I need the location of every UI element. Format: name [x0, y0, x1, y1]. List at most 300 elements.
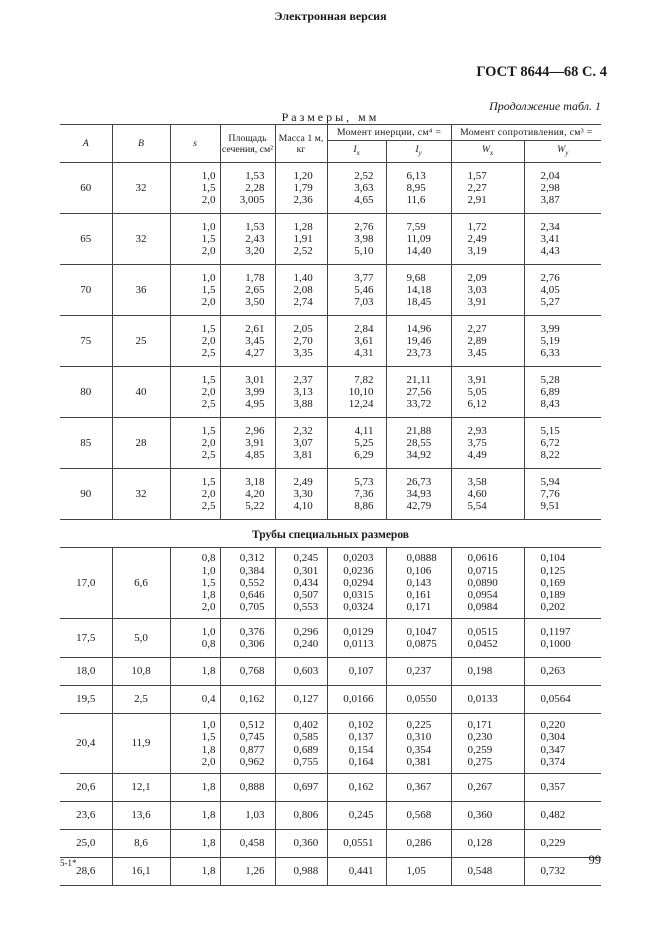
- cell-value: 2,37: [293, 373, 313, 386]
- col-header-s: s: [170, 125, 220, 163]
- cell-area: [220, 418, 275, 469]
- cell-value: 3,41: [540, 232, 560, 245]
- cell-value: 2,0: [201, 245, 216, 258]
- cell-wx: [451, 830, 524, 858]
- cell-value: 5,54: [467, 500, 487, 513]
- cell-value: 0,0166: [343, 693, 374, 706]
- cell-s: [170, 469, 220, 520]
- cell-value: 1,5: [201, 181, 216, 194]
- cell-value: 2,0: [201, 601, 216, 614]
- cell-mass: [275, 658, 327, 686]
- cell-value: 1,5: [201, 283, 216, 296]
- cell-value: 0,888: [239, 781, 265, 794]
- cell-value: 0,220: [540, 719, 566, 732]
- cell-value: 1,28: [293, 220, 313, 233]
- cell-b: 32: [112, 469, 170, 520]
- cell-value: 0,245: [293, 552, 319, 565]
- cell-value: 1,8: [201, 743, 216, 756]
- col-header-wy: $W_y$: [524, 141, 601, 163]
- cell-wy: [524, 802, 601, 830]
- cell-iy: [386, 469, 451, 520]
- cell-iy: [386, 163, 451, 214]
- cell-value: 1,20: [293, 169, 313, 182]
- cell-value: 4,65: [354, 194, 374, 207]
- section-special-sizes: [60, 520, 601, 548]
- cell-value: 2,61: [245, 322, 265, 335]
- cell-value: 3,77: [354, 271, 374, 284]
- cell-ix: [327, 548, 386, 619]
- cell-iy: [386, 265, 451, 316]
- cell-value: 0,0715: [467, 564, 498, 577]
- cell-value: 2,96: [245, 424, 265, 437]
- col-header-wx: $W_x$: [451, 141, 524, 163]
- cell-value: 0,107: [348, 665, 374, 678]
- cell-iy: [386, 858, 451, 886]
- cell-mass: [275, 714, 327, 774]
- cell-value: 0,553: [293, 601, 319, 614]
- cell-value: 3,03: [467, 283, 487, 296]
- cell-value: 6,72: [540, 436, 560, 449]
- cell-value: 2,74: [293, 296, 313, 309]
- cell-iy: [386, 548, 451, 619]
- cell-value: 0,127: [293, 693, 319, 706]
- cell-wy: [524, 548, 601, 619]
- cell-value: 0,0515: [467, 625, 498, 638]
- cell-value: 5,15: [540, 424, 560, 437]
- cell-wx: [451, 548, 524, 619]
- table-row: [60, 367, 601, 418]
- cell-value: 14,40: [406, 245, 432, 258]
- cell-value: 0,0129: [343, 625, 374, 638]
- cell-area: [220, 265, 275, 316]
- cell-value: 0,441: [348, 865, 374, 878]
- cell-value: 0,697: [293, 781, 319, 794]
- cell-wx: [451, 619, 524, 658]
- cell-value: 1,0: [201, 625, 216, 638]
- cell-value: 3,91: [467, 296, 487, 309]
- cell-s: [170, 686, 220, 714]
- cell-value: 0,8: [201, 638, 216, 650]
- cell-a: 70: [60, 265, 112, 316]
- cell-value: 7,59: [406, 220, 426, 233]
- cell-value: 42,79: [406, 500, 432, 513]
- cell-value: 0,0113: [343, 638, 374, 650]
- cell-value: 0,245: [348, 809, 374, 822]
- cell-value: 0,304: [540, 731, 566, 744]
- electronic-version-note: Электронная версия: [274, 9, 387, 23]
- cell-value: 2,0: [201, 755, 216, 768]
- cell-value: 3,91: [245, 436, 265, 449]
- cell-value: 3,58: [467, 475, 487, 488]
- cell-value: 0,0564: [540, 693, 571, 706]
- cell-wy: [524, 619, 601, 658]
- cell-value: 3,87: [540, 194, 560, 207]
- cell-value: 1,8: [201, 589, 216, 602]
- cell-iy: [386, 830, 451, 858]
- cell-a: 17,5: [60, 619, 112, 658]
- cell-value: 2,76: [354, 220, 374, 233]
- cell-value: 0,0236: [343, 564, 374, 577]
- cell-value: 0,768: [239, 665, 265, 678]
- cell-a: 65: [60, 214, 112, 265]
- cell-value: 5,19: [540, 334, 560, 347]
- table-body-special: [60, 548, 601, 886]
- cell-s: [170, 714, 220, 774]
- cell-value: 0,128: [467, 837, 493, 850]
- cell-b: 16,1: [112, 858, 170, 886]
- col-header-iy: $I_y$: [386, 141, 451, 163]
- cell-value: 3,81: [293, 449, 313, 462]
- cell-value: 1,40: [293, 271, 313, 284]
- cell-wx: [451, 714, 524, 774]
- cell-value: 2,65: [245, 283, 265, 296]
- cell-s: [170, 316, 220, 367]
- table-row: [60, 686, 601, 714]
- table-body-main: [60, 163, 601, 520]
- cell-value: 0,4: [201, 693, 216, 706]
- cell-wx: [451, 658, 524, 686]
- cell-value: 0,306: [239, 638, 265, 650]
- cell-value: 2,32: [293, 424, 313, 437]
- cell-value: 2,09: [467, 271, 487, 284]
- cell-value: 0,267: [467, 781, 493, 794]
- cell-mass: [275, 686, 327, 714]
- table-row: [60, 714, 601, 774]
- cell-value: 1,0: [201, 271, 216, 284]
- cell-value: 4,85: [245, 449, 265, 462]
- cell-iy: [386, 367, 451, 418]
- cell-ix: [327, 686, 386, 714]
- col-header-ix: $I_x$: [327, 141, 386, 163]
- cell-value: 14,96: [406, 322, 432, 335]
- cell-ix: [327, 316, 386, 367]
- cell-value: 4,31: [354, 347, 374, 360]
- cell-value: 2,0: [201, 487, 216, 500]
- cell-value: 1,5: [201, 322, 216, 335]
- cell-value: 1,5: [201, 475, 216, 488]
- cell-mass: [275, 802, 327, 830]
- cell-value: 5,94: [540, 475, 560, 488]
- cell-value: 0,0551: [343, 837, 374, 850]
- cell-value: 0,458: [239, 837, 265, 850]
- cell-area: [220, 163, 275, 214]
- cell-value: 1,5: [201, 731, 216, 744]
- cell-value: 1,8: [201, 865, 216, 878]
- cell-value: 0,0203: [343, 552, 374, 565]
- cell-value: 0,310: [406, 731, 432, 744]
- cell-value: 0,988: [293, 865, 319, 878]
- table-row: [60, 619, 601, 658]
- cell-s: [170, 548, 220, 619]
- cell-a: 80: [60, 367, 112, 418]
- cell-mass: [275, 469, 327, 520]
- cell-ix: [327, 802, 386, 830]
- table-row: [60, 265, 601, 316]
- cell-value: 0,402: [293, 719, 319, 732]
- cell-value: 3,99: [540, 322, 560, 335]
- table-row: [60, 774, 601, 802]
- cell-value: 3,45: [467, 347, 487, 360]
- cell-area: [220, 714, 275, 774]
- cell-value: 2,0: [201, 334, 216, 347]
- cell-iy: [386, 619, 451, 658]
- cell-value: 1,5: [201, 576, 216, 589]
- cell-value: 9,51: [540, 500, 560, 513]
- cell-value: 1,05: [406, 865, 426, 878]
- cell-value: 4,95: [245, 398, 265, 411]
- cell-value: 4,05: [540, 283, 560, 296]
- cell-value: 0,1047: [406, 625, 437, 638]
- table-row: [60, 214, 601, 265]
- cell-value: 3,75: [467, 436, 487, 449]
- cell-value: 14,18: [406, 283, 432, 296]
- cell-value: 11,09: [406, 232, 431, 245]
- cell-value: 0,962: [239, 755, 265, 768]
- cell-value: 0,164: [348, 755, 374, 768]
- cell-value: 1,26: [245, 865, 265, 878]
- cell-value: 5,10: [354, 245, 374, 258]
- cell-value: 5,46: [354, 283, 374, 296]
- cell-iy: [386, 686, 451, 714]
- cell-value: 0,263: [540, 665, 566, 678]
- cell-wx: [451, 367, 524, 418]
- cell-value: 0,106: [406, 564, 432, 577]
- cell-value: 5,22: [245, 500, 265, 513]
- cell-ix: [327, 469, 386, 520]
- cell-value: 1,8: [201, 837, 216, 850]
- table-row: [60, 469, 601, 520]
- cell-a: 75: [60, 316, 112, 367]
- footer-sheet-mark: 5-1*: [60, 858, 77, 868]
- cell-wy: [524, 418, 601, 469]
- cell-ix: [327, 265, 386, 316]
- cell-value: 0,169: [540, 576, 566, 589]
- cell-ix: [327, 714, 386, 774]
- cell-value: 2,43: [245, 232, 265, 245]
- cell-value: 2,49: [293, 475, 313, 488]
- cell-value: 0,0616: [467, 552, 498, 565]
- cell-value: 2,98: [540, 181, 560, 194]
- cell-area: [220, 214, 275, 265]
- cell-value: 5,05: [467, 385, 487, 398]
- cell-a: 19,5: [60, 686, 112, 714]
- cell-value: 5,25: [354, 436, 374, 449]
- cell-value: 0,0954: [467, 589, 498, 602]
- cell-wx: [451, 265, 524, 316]
- cell-value: 10,10: [348, 385, 374, 398]
- cell-value: 0,0294: [343, 576, 374, 589]
- cell-value: 2,0: [201, 296, 216, 309]
- cell-mass: [275, 163, 327, 214]
- cell-value: 1,8: [201, 665, 216, 678]
- cell-value: 0,275: [467, 755, 493, 768]
- cell-iy: [386, 316, 451, 367]
- cell-iy: [386, 714, 451, 774]
- cell-value: 23,73: [406, 347, 432, 360]
- cell-value: 3,99: [245, 385, 265, 398]
- cell-value: 1,57: [467, 169, 487, 182]
- cell-value: 0,507: [293, 589, 319, 602]
- cell-value: 0,202: [540, 601, 566, 614]
- cell-value: 0,0550: [406, 693, 437, 706]
- cell-wy: [524, 367, 601, 418]
- cell-ix: [327, 163, 386, 214]
- cell-value: 2,0: [201, 385, 216, 398]
- cell-value: 0,585: [293, 731, 319, 744]
- cell-wy: [524, 316, 601, 367]
- cell-value: 0,434: [293, 576, 319, 589]
- cell-value: 0,374: [540, 755, 566, 768]
- cell-value: 1,0: [201, 719, 216, 732]
- cell-s: [170, 619, 220, 658]
- cell-s: [170, 858, 220, 886]
- cell-b: 13,6: [112, 802, 170, 830]
- cell-value: 0,198: [467, 665, 493, 678]
- cell-value: 0,0315: [343, 589, 374, 602]
- cell-mass: [275, 774, 327, 802]
- cell-value: 0,360: [293, 837, 319, 850]
- cell-b: 28: [112, 418, 170, 469]
- cell-value: 0,230: [467, 731, 493, 744]
- cell-area: [220, 658, 275, 686]
- cell-area: [220, 686, 275, 714]
- cell-value: 5,28: [540, 373, 560, 386]
- cell-iy: [386, 658, 451, 686]
- cell-value: 3,30: [293, 487, 313, 500]
- cell-b: 2,5: [112, 686, 170, 714]
- cell-value: 0,367: [406, 781, 432, 794]
- cell-value: 0,347: [540, 743, 566, 756]
- cell-value: 2,70: [293, 334, 313, 347]
- cell-value: 1,8: [201, 809, 216, 822]
- cell-value: 0,143: [406, 576, 432, 589]
- cell-value: 0,154: [348, 743, 374, 756]
- cell-value: 3,19: [467, 245, 487, 258]
- cell-value: 0,0888: [406, 552, 437, 565]
- cell-wx: [451, 316, 524, 367]
- cell-value: 3,91: [467, 373, 487, 386]
- cell-iy: [386, 418, 451, 469]
- cell-value: 0,162: [348, 781, 374, 794]
- cell-area: [220, 548, 275, 619]
- cell-ix: [327, 418, 386, 469]
- cell-value: 1,0: [201, 169, 216, 182]
- table-continuation-label: Продолжение табл. 1: [489, 99, 601, 113]
- section-title-special: Трубы специальных размеров: [60, 520, 601, 548]
- cell-a: 23,6: [60, 802, 112, 830]
- cell-a: 90: [60, 469, 112, 520]
- cell-area: [220, 316, 275, 367]
- cell-s: [170, 658, 220, 686]
- cell-value: 19,46: [406, 334, 432, 347]
- col-header-area: Площадь сечения, см²: [220, 125, 275, 163]
- cell-ix: [327, 619, 386, 658]
- cell-wx: [451, 214, 524, 265]
- cell-value: 3,01: [245, 373, 265, 386]
- cell-b: 11,9: [112, 714, 170, 774]
- cell-value: 2,04: [540, 169, 560, 182]
- cell-value: 1,0: [201, 220, 216, 233]
- cell-value: 2,52: [354, 169, 374, 182]
- cell-wx: [451, 686, 524, 714]
- cell-s: [170, 214, 220, 265]
- cell-mass: [275, 316, 327, 367]
- cell-a: 17,0: [60, 548, 112, 619]
- cell-a: 28,6: [60, 858, 112, 886]
- cell-value: 2,08: [293, 283, 313, 296]
- cell-value: 3,07: [293, 436, 313, 449]
- cell-value: 0,161: [406, 589, 432, 602]
- cell-value: 2,89: [467, 334, 487, 347]
- cell-value: 6,29: [354, 449, 374, 462]
- cell-value: 1,53: [245, 169, 265, 182]
- cell-value: 0,0452: [467, 638, 498, 650]
- cell-wx: [451, 774, 524, 802]
- cell-value: 3,45: [245, 334, 265, 347]
- cell-wx: [451, 858, 524, 886]
- cell-value: 0,286: [406, 837, 432, 850]
- cell-value: 0,0875: [406, 638, 437, 650]
- cell-value: 8,95: [406, 181, 426, 194]
- cell-value: 3,88: [293, 398, 313, 411]
- cell-ix: [327, 774, 386, 802]
- cell-value: 0,259: [467, 743, 493, 756]
- cell-value: 2,91: [467, 194, 487, 207]
- gost-title: ГОСТ 8644—68 С. 4: [476, 64, 607, 80]
- cell-value: 0,360: [467, 809, 493, 822]
- cell-value: 5,73: [354, 475, 374, 488]
- cell-area: [220, 367, 275, 418]
- cell-mass: [275, 619, 327, 658]
- cell-area: [220, 774, 275, 802]
- cell-value: 2,52: [293, 245, 313, 258]
- cell-wy: [524, 774, 601, 802]
- cell-value: 0,568: [406, 809, 432, 822]
- cell-value: 3,005: [239, 194, 265, 207]
- cell-ix: [327, 214, 386, 265]
- cell-s: [170, 418, 220, 469]
- cell-value: 0,8: [201, 552, 216, 565]
- cell-value: 2,34: [540, 220, 560, 233]
- cell-value: 0,225: [406, 719, 432, 732]
- table-row: [60, 830, 601, 858]
- cell-iy: [386, 774, 451, 802]
- cell-ix: [327, 367, 386, 418]
- cell-value: 0,877: [239, 743, 265, 756]
- cell-value: 0,0133: [467, 693, 498, 706]
- cell-area: [220, 830, 275, 858]
- cell-iy: [386, 214, 451, 265]
- cell-value: 0,755: [293, 755, 319, 768]
- cell-value: 3,61: [354, 334, 374, 347]
- cell-value: 2,5: [201, 449, 216, 462]
- cell-value: 2,5: [201, 500, 216, 513]
- cell-area: [220, 802, 275, 830]
- cell-value: 27,56: [406, 385, 432, 398]
- cell-value: 28,55: [406, 436, 432, 449]
- cell-value: 1,5: [201, 373, 216, 386]
- cell-a: 60: [60, 163, 112, 214]
- col-header-a: A: [60, 125, 112, 163]
- cell-mass: [275, 214, 327, 265]
- cell-value: 0,229: [540, 837, 566, 850]
- cell-value: 0,102: [348, 719, 374, 732]
- cell-value: 0,1000: [540, 638, 571, 650]
- cell-value: 5,27: [540, 296, 560, 309]
- cell-ix: [327, 858, 386, 886]
- cell-value: 7,36: [354, 487, 374, 500]
- cell-value: 2,27: [467, 322, 487, 335]
